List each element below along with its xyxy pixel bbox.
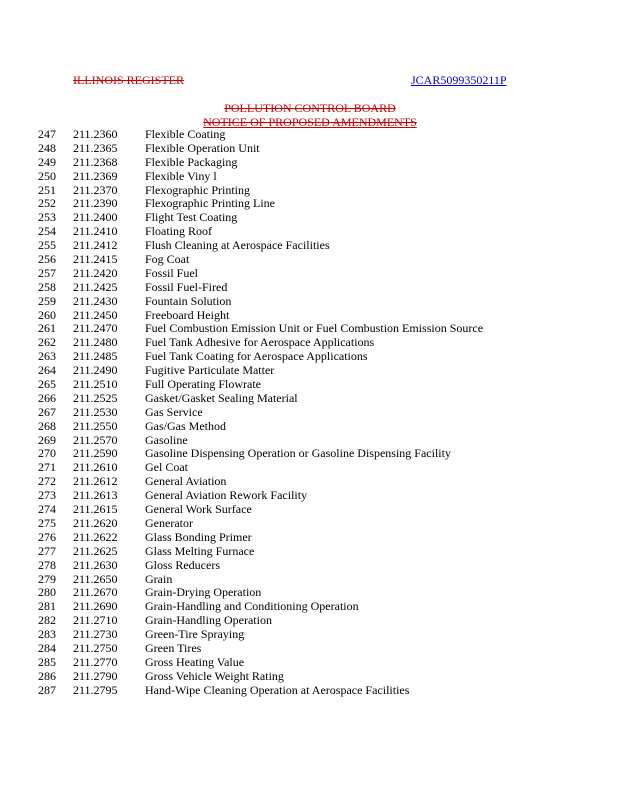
defined-term: Grain-Handling Operation [145, 613, 272, 628]
section-number: 211.2630 [73, 557, 118, 572]
defined-term: Flexible Coating [145, 127, 226, 141]
list-item [0, 474, 618, 488]
line-number: 285 [38, 654, 56, 669]
section-number: 211.2425 [73, 279, 118, 294]
defined-term: Gasket/Gasket Sealing Material [145, 390, 298, 405]
list-item [0, 141, 618, 155]
section-number: 211.2670 [73, 585, 118, 600]
list-item [0, 169, 618, 183]
list-item [0, 572, 618, 586]
list-item [0, 335, 618, 349]
section-number: 211.2525 [73, 390, 118, 405]
line-number: 271 [38, 460, 56, 475]
defined-term: Grain-Handling and Conditioning Operation [145, 599, 359, 614]
list-item [0, 433, 618, 447]
line-number: 278 [38, 557, 56, 572]
line-number: 267 [38, 404, 56, 419]
section-number: 211.2420 [73, 265, 118, 280]
list-item [0, 558, 618, 572]
line-number: 258 [38, 279, 56, 294]
defined-term: Generator [145, 515, 193, 530]
line-number: 265 [38, 377, 56, 392]
defined-term: Flexible Operation Unit [145, 140, 260, 155]
list-item [0, 349, 618, 363]
section-number: 211.2430 [73, 293, 118, 308]
list-item [0, 238, 618, 252]
section-number: 211.2615 [73, 502, 118, 517]
section-number: 211.2530 [73, 404, 118, 419]
defined-term: Gas/Gas Method [145, 418, 226, 433]
line-number: 257 [38, 265, 56, 280]
list-item [0, 252, 618, 266]
defined-term: Freeboard Height [145, 307, 230, 322]
defined-term: General Aviation [145, 474, 227, 489]
section-number: 211.2368 [73, 154, 118, 169]
line-number: 287 [38, 682, 56, 697]
line-number: 268 [38, 418, 56, 433]
defined-term: Green Tires [145, 640, 202, 655]
section-number: 211.2730 [73, 627, 118, 642]
defined-term: Fountain Solution [145, 293, 232, 308]
list-item [0, 655, 618, 669]
section-number: 211.2620 [73, 515, 118, 530]
line-number: 249 [38, 154, 56, 169]
line-number: 275 [38, 515, 56, 530]
defined-term: Gross Vehicle Weight Rating [145, 668, 284, 683]
defined-term: Flexible Viny l [145, 168, 217, 183]
defined-term: Gloss Reducers [145, 557, 220, 572]
list-item [0, 669, 618, 683]
notice-subtitle-text: NOTICE OF PROPOSED AMENDMENTS [203, 115, 417, 129]
defined-term: Gasoline Dispensing Operation or Gasoline Dispensing Facility [145, 446, 451, 461]
defined-term: Fuel Tank Adhesive for Aerospace Applications [145, 335, 375, 350]
line-number: 270 [38, 446, 56, 461]
line-number: 250 [38, 168, 56, 183]
line-number: 276 [38, 529, 56, 544]
jcar-code-link[interactable]: JCAR5099350211P [411, 73, 507, 87]
line-number: 274 [38, 502, 56, 517]
section-number: 211.2710 [73, 613, 118, 628]
list-item [0, 585, 618, 599]
section-number: 211.2360 [73, 127, 118, 141]
defined-term: Hand-Wipe Cleaning Operation at Aerospace Facilities [145, 682, 410, 697]
defined-term: Grain [145, 571, 173, 586]
section-number: 211.2690 [73, 599, 118, 614]
list-item [0, 196, 618, 210]
defined-term: Full Operating Flowrate [145, 377, 261, 392]
list-item [0, 155, 618, 169]
list-item [0, 502, 618, 516]
list-item [0, 613, 618, 627]
line-number: 273 [38, 488, 56, 503]
list-item [0, 308, 618, 322]
line-number: 251 [38, 182, 56, 197]
section-number: 211.2610 [73, 460, 118, 475]
list-item [0, 530, 618, 544]
section-number: 211.2369 [73, 168, 118, 183]
defined-term: Flexible Packaging [145, 154, 238, 169]
defined-term: Flexographic Printing Line [145, 196, 275, 211]
line-number: 281 [38, 599, 56, 614]
section-number: 211.2790 [73, 668, 118, 683]
section-number: 211.2612 [73, 474, 118, 489]
section-number: 211.2770 [73, 654, 118, 669]
defined-term: Gasoline [145, 432, 188, 447]
line-number: 264 [38, 363, 56, 378]
section-number: 211.2400 [73, 210, 118, 225]
line-number: 266 [38, 390, 56, 405]
defined-term: Grain-Drying Operation [145, 585, 262, 600]
line-number: 259 [38, 293, 56, 308]
defined-term: Fuel Combustion Emission Unit or Fuel Combustion Emission Source [145, 321, 484, 336]
defined-term: Fuel Tank Coating for Aerospace Applications [145, 349, 368, 364]
list-item [0, 294, 618, 308]
line-number: 283 [38, 627, 56, 642]
section-number: 211.2412 [73, 238, 118, 253]
section-number: 211.2390 [73, 196, 118, 211]
list-item [0, 683, 618, 697]
list-item [0, 544, 618, 558]
line-number: 269 [38, 432, 56, 447]
list-item [0, 210, 618, 224]
defined-term: Fugitive Particulate Matter [145, 363, 275, 378]
register-header: ILLINOIS REGISTER [73, 73, 184, 87]
list-item [0, 516, 618, 530]
line-number: 253 [38, 210, 56, 225]
line-number: 277 [38, 543, 56, 558]
defined-term: Gel Coat [145, 460, 188, 475]
notice-title [0, 101, 618, 129]
line-number: 255 [38, 238, 56, 253]
list-item [0, 446, 618, 460]
list-item [0, 391, 618, 405]
section-number: 211.2750 [73, 640, 118, 655]
defined-term: Fossil Fuel [145, 265, 199, 280]
section-number: 211.2510 [73, 377, 118, 392]
list-item [0, 363, 618, 377]
section-number: 211.2613 [73, 488, 118, 503]
section-number: 211.2410 [73, 224, 118, 239]
defined-term: General Aviation Rework Facility [145, 488, 308, 503]
list-item [0, 321, 618, 335]
section-number: 211.2490 [73, 363, 118, 378]
section-number: 211.2480 [73, 335, 118, 350]
line-number: 263 [38, 349, 56, 364]
line-number: 254 [38, 224, 56, 239]
line-number: 262 [38, 335, 56, 350]
section-number: 211.2622 [73, 529, 118, 544]
list-item [0, 183, 618, 197]
list-item [0, 405, 618, 419]
line-number: 247 [38, 127, 56, 141]
list-item [0, 224, 618, 238]
section-number: 211.2470 [73, 321, 118, 336]
defined-term: Flush Cleaning at Aerospace Facilities [145, 238, 330, 253]
section-number: 211.2370 [73, 182, 118, 197]
defined-term: Green-Tire Spraying [145, 627, 245, 642]
defined-term: Gross Heating Value [145, 654, 245, 669]
line-number: 286 [38, 668, 56, 683]
list-item [0, 460, 618, 474]
board-title [1, 101, 618, 115]
list-item [0, 280, 618, 294]
section-number: 211.2485 [73, 349, 118, 364]
defined-term: Gas Service [145, 404, 203, 419]
defined-term: General Work Surface [145, 502, 252, 517]
section-number: 211.2415 [73, 252, 118, 267]
defined-term: Flight Test Coating [145, 210, 238, 225]
section-number: 211.2590 [73, 446, 118, 461]
line-number: 282 [38, 613, 56, 628]
line-number: 280 [38, 585, 56, 600]
line-number: 279 [38, 571, 56, 586]
list-item [0, 627, 618, 641]
section-number: 211.2450 [73, 307, 118, 322]
defined-term: Floating Roof [145, 224, 213, 239]
line-number: 260 [38, 307, 56, 322]
board-title-text: POLLUTION CONTROL BOARD [224, 101, 396, 115]
list-item [0, 127, 618, 141]
defined-term: Fog Coat [145, 252, 190, 267]
section-number: 211.2625 [73, 543, 118, 558]
list-item [0, 599, 618, 613]
defined-term: Glass Bonding Primer [145, 529, 252, 544]
section-number: 211.2550 [73, 418, 118, 433]
line-number: 252 [38, 196, 56, 211]
section-number: 211.2650 [73, 571, 118, 586]
list-item [0, 641, 618, 655]
defined-term: Glass Melting Furnace [145, 543, 255, 558]
section-number: 211.2570 [73, 432, 118, 447]
list-item [0, 266, 618, 280]
section-list [0, 127, 618, 697]
defined-term: Fossil Fuel-Fired [145, 279, 228, 294]
line-number: 248 [38, 140, 56, 155]
section-number: 211.2795 [73, 682, 118, 697]
line-number: 284 [38, 640, 56, 655]
list-item [0, 419, 618, 433]
section-number: 211.2365 [73, 140, 118, 155]
defined-term: Flexographic Printing [145, 182, 250, 197]
line-number: 256 [38, 252, 56, 267]
list-item [0, 377, 618, 391]
line-number: 261 [38, 321, 56, 336]
list-item [0, 488, 618, 502]
line-number: 272 [38, 474, 56, 489]
